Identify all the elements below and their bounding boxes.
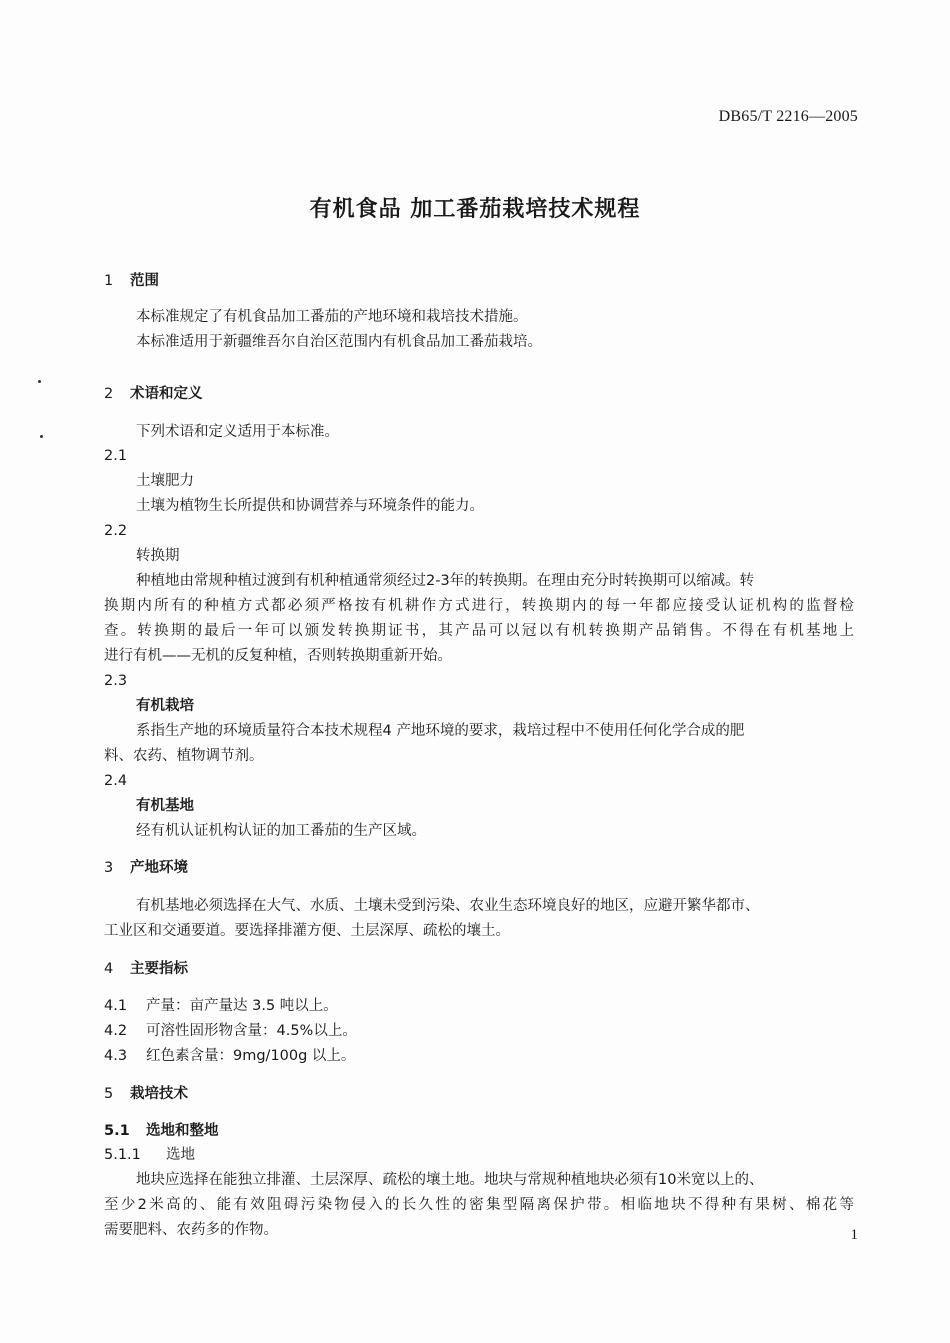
section-title: 产地环境 <box>130 860 188 876</box>
section-2-heading <box>104 384 203 404</box>
section-5-heading <box>104 1084 188 1104</box>
term-definition-line: 查。转换期的最后一年可以颁发转换期证书，其产品可以冠以有机转换期产品销售。不得在有机基地上 <box>104 623 854 639</box>
term-name: 转换期 <box>136 548 180 564</box>
section-number: 1 <box>104 273 114 289</box>
clause-number: 2.1 <box>104 448 128 464</box>
indicator-item <box>104 1021 357 1041</box>
section-title: 主要指标 <box>130 961 188 977</box>
subsection-number: 5.1 <box>104 1123 130 1139</box>
clause-number: 2.3 <box>104 673 128 689</box>
section-2-intro: 下列术语和定义适用于本标准。 <box>136 424 339 440</box>
item-text: 红色素含量：9mg/100g 以上。 <box>146 1048 356 1064</box>
term-name: 土壤肥力 <box>136 473 194 489</box>
section-1-para-1: 本标准规定了有机食品加工番茄的产地环境和栽培技术措施。 <box>136 309 528 325</box>
item-number: 4.1 <box>104 998 128 1014</box>
indicator-item <box>104 996 338 1016</box>
subsection-5-1-1-line: 至少2米高的、能有效阻碍污染物侵入的长久性的密集型隔离保护带。相临地块不得种有果树、棉花等 <box>104 1197 854 1213</box>
section-number: 3 <box>104 860 114 876</box>
term-definition-line: 系指生产地的环境质量符合本技术规程4 产地环境的要求，栽培过程中不使用任何化学合成的肥 <box>136 723 745 739</box>
item-text: 产量：亩产量达 3.5 吨以上。 <box>146 998 338 1014</box>
term-name: 有机栽培 <box>136 698 194 714</box>
subsection-5-1-heading <box>104 1121 219 1141</box>
section-title: 术语和定义 <box>130 386 203 402</box>
item-number: 4.3 <box>104 1048 128 1064</box>
section-number: 5 <box>104 1086 114 1102</box>
section-1-para-2: 本标准适用于新疆维吾尔自治区范围内有机食品加工番茄栽培。 <box>136 334 542 350</box>
item-text: 可溶性固形物含量：4.5%以上。 <box>146 1023 357 1039</box>
section-3-line-1: 有机基地必须选择在大气、水质、土壤未受到污染、农业生态环境良好的地区，应避开繁华都市、 <box>136 898 760 914</box>
term-definition-line: 料、农药、植物调节剂。 <box>104 748 264 764</box>
clause-number: 2.2 <box>104 523 128 539</box>
term-definition: 土壤为植物生长所提供和协调营养与环境条件的能力。 <box>136 498 484 514</box>
subsection-title: 选地 <box>166 1147 195 1163</box>
clause-number: 2.4 <box>104 773 128 789</box>
section-1-heading <box>104 271 159 291</box>
term-definition-line: 进行有机——无机的反复种植，否则转换期重新开始。 <box>104 648 452 664</box>
subsection-number: 5.1.1 <box>104 1147 141 1163</box>
term-definition-line: 种植地由常规种植过渡到有机种植通常须经过2-3年的转换期。在理由充分时转换期可以缩减。转 <box>136 573 755 589</box>
scan-speck <box>40 435 43 438</box>
section-3-line-2: 工业区和交通要道。要选择排灌方便、土层深厚、疏松的壤土。 <box>104 923 510 939</box>
subsection-5-1-1-line: 需要肥料、农药多的作物。 <box>104 1222 278 1238</box>
item-number: 4.2 <box>104 1023 128 1039</box>
section-number: 2 <box>104 386 114 402</box>
section-number: 4 <box>104 961 114 977</box>
section-4-heading <box>104 959 188 979</box>
subsection-5-1-1-heading <box>104 1145 195 1165</box>
section-3-heading <box>104 858 188 878</box>
scan-speck <box>38 380 41 383</box>
term-definition-line: 换期内所有的种植方式都必须严格按有机耕作方式进行，转换期内的每一年都应接受认证机构的监督检 <box>104 598 854 614</box>
term-name: 有机基地 <box>136 798 194 814</box>
term-definition: 经有机认证机构认证的加工番茄的生产区域。 <box>136 823 426 839</box>
indicator-item <box>104 1046 355 1066</box>
page-number: 1 <box>850 1227 858 1243</box>
standard-code: DB65/T 2216—2005 <box>718 108 858 125</box>
section-title: 栽培技术 <box>130 1086 188 1102</box>
subsection-title: 选地和整地 <box>146 1123 219 1139</box>
subsection-5-1-1-line: 地块应选择在能独立排灌、土层深厚、疏松的壤土地。地块与常规种植地块必须有10米宽以上的、 <box>136 1172 764 1188</box>
document-title: 有机食品 加工番茄栽培技术规程 <box>309 197 641 222</box>
section-title: 范围 <box>130 273 159 289</box>
